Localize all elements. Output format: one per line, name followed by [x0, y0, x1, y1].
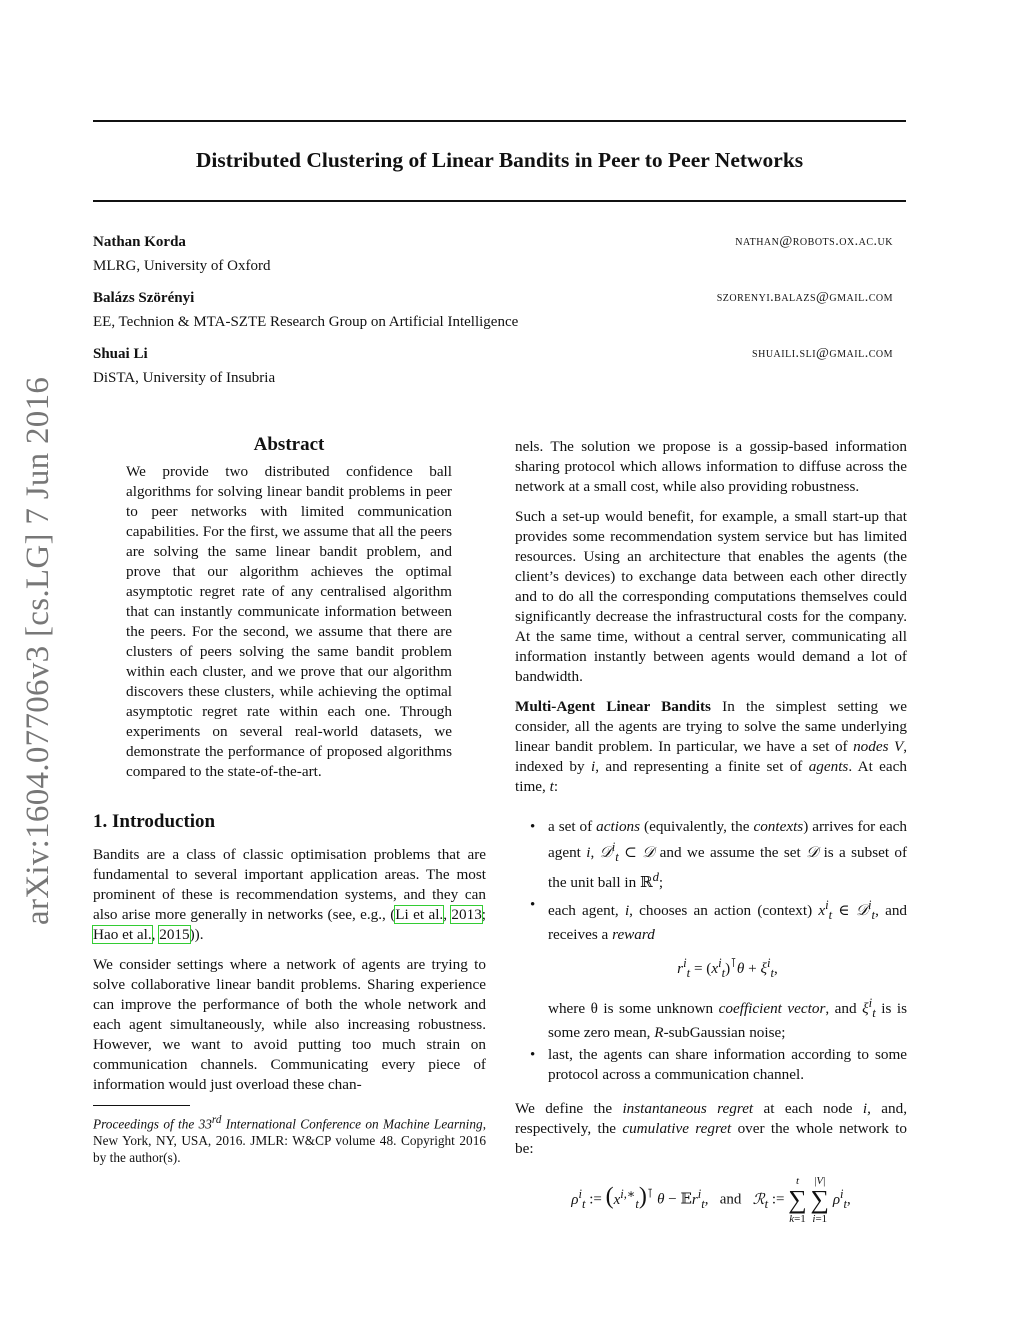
arxiv-identifier: arXiv:1604.07706v3 [cs.LG] 7 Jun 2016 — [20, 376, 56, 925]
text: International Conference on Machine Learning — [225, 1116, 483, 1132]
list-item: • a set of actions (equivalently, the contexts) arrives for each agent i, 𝒟$^i_t$ ⊂ 𝒟 and we assume the set 𝒟 is a subset of the unit ball in ℝ$^d$; — [548, 817, 907, 893]
text: . At each time, — [515, 758, 907, 795]
regret-equation: $\rho^i_t$ := $(x^{i,∗}_t)^⊺$ θ − 𝔼r$^i_t$, and ℛ$_t$ := t ∑ k=1 |V| ∑ i=1 $\rho^i_t$, — [571, 1175, 851, 1226]
abstract — [93, 435, 486, 782]
title-rule-top — [93, 120, 906, 122]
text: ) arrives for each agent — [548, 818, 908, 862]
text: , chooses an action (context) — [629, 902, 813, 920]
text: and — [719, 1191, 742, 1208]
title-rule-bottom — [93, 200, 906, 202]
text: a set of — [548, 818, 593, 835]
author-affiliation: DiSTA, University of Insubria — [93, 370, 276, 386]
abstract-text: We provide two distributed confidence ball algorithms for solving linear bandit problems in peer to peer networks with limited communication capabilities. For the first, we assume that all the peers are solving the same linear bandit problem, and prove that our algorithm achieves the optimal asymptotic regret rate of any centralised algorithm that can instantly communicate information between the peers. For the second, we assume that there are clusters of peers solving the same bandit problem within each cluster, and we prove that our algorithm discovers these clusters, while achieving the optimal asymptotic regret rate within each one. Through experiments on several real-world datasets, we demonstrate the performance of proposed algorithms compared to the state-of-the-art. — [126, 463, 453, 780]
footnote-rule — [93, 1105, 190, 1106]
text: reward — [612, 926, 655, 944]
paper-title: Distributed Clustering of Linear Bandits in Peer to Peer Networks — [195, 148, 804, 172]
paragraph: We consider settings where a network of agents are trying to solve collaborative linear bandit problems. Sharing experience can improve the performance of both the whole network and each agent simultaneously, while also increasing robustness. However, we want to avoid putting too much strain on communication channels. Communicating every piece of information would just overload these chan- — [93, 956, 486, 1093]
author-block — [93, 346, 893, 387]
paragraph: Such a set-up would benefit, for example, a small start-up that provides some recommendation system service but has limited resources. Using an architecture that enables the agents (the client’s devices) to exchange data between each other directly and to do all the corresponding computations themselves could significantly decrease the infrastructural costs for the company. At the same time, without a central server, communicating all information instantly between agents would demand a lot of bandwidth. — [515, 508, 907, 685]
citation-link[interactable]: 2013 — [451, 906, 482, 923]
text: actions — [596, 818, 641, 835]
text: 33 — [198, 1116, 212, 1132]
paragraph: We define the instantaneous regret at each node i, and, respectively, the cumulative regret over the whole network to be: — [515, 1100, 908, 1158]
right-column — [515, 437, 907, 1235]
paragraph-heading: Multi-Agent Linear Bandits — [515, 698, 711, 715]
text: (equivalently, the — [644, 818, 750, 835]
text: and receives a — [548, 902, 908, 944]
author-name: Balázs Szörényi — [93, 290, 195, 306]
list-item: • each agent, i, chooses an action (context) $x^i_t$ ∈ 𝒟$^i_t$, and receives a reward $r^i_t = (x^i_t)^⊺\theta + \xi^i_t$, where θ is some unknown coefficient vector, and $\xi^i_t$ is is some zero mean, R-subGaussian noise; — [548, 895, 907, 1043]
text: agents — [808, 758, 849, 775]
author-email[interactable]: szorenyi.balazs@gmail.com — [716, 290, 893, 305]
text: -subGaussian noise; — [663, 1024, 786, 1042]
author-block — [93, 234, 893, 275]
citation-link[interactable]: Li et al. — [395, 906, 444, 923]
text: , New York, NY, USA, 2016. JMLR: W&CP volume 48. Copyright 2016 by the author(s). — [93, 1116, 487, 1166]
text: In the simplest setting we consider, all the agents are trying to solve the same underlying linear bandit problem. In particular, we have a set of — [515, 698, 907, 755]
text: and we assume the set — [659, 844, 801, 862]
text: instantaneous regret — [622, 1100, 754, 1118]
abstract-heading: Abstract — [253, 434, 325, 455]
author-email[interactable]: nathan@robots.ox.ac.uk — [735, 234, 893, 249]
text: , and — [825, 1000, 857, 1018]
author-affiliation: MLRG, University of Oxford — [93, 258, 271, 274]
text: , indexed by — [515, 738, 908, 775]
text: , and representing a finite set of — [595, 758, 803, 775]
author-name: Nathan Korda — [93, 234, 186, 250]
author-name: Shuai Li — [93, 346, 148, 362]
text: cumulative regret — [622, 1120, 732, 1138]
section-heading: 1. Introduction — [93, 811, 216, 832]
text: Bandits are a class of classic optimisation problems that are fundamental to several important application areas. The most prominent of these is recommendation systems, and they can also arise more generally in networks (see, e.g., — [93, 846, 486, 923]
text: each agent, — [548, 902, 619, 920]
author-email[interactable]: shuaili.sli@gmail.com — [752, 346, 893, 361]
text: over the whole network to be: — [515, 1120, 907, 1158]
author-affiliation: EE, Technion & MTA-SZTE Research Group on Artificial Intelligence — [93, 314, 519, 330]
text: is some zero mean, — [548, 1000, 908, 1042]
text: , and, respectively, the — [515, 1100, 908, 1138]
list-item: • last, the agents can share information according to some protocol across a communication channel. — [548, 1045, 907, 1085]
paragraph: Bandits are a class of classic optimisation problems that are fundamental to several important application areas. The most prominent of these is recommendation systems, and they can also arise more generally in networks (see, e.g., (Li et al., 2013; Hao et al., 2015)). — [93, 846, 487, 943]
text: where θ is some unknown — [548, 1000, 714, 1018]
reward-equation: $r^i_t = (x^i_t)^⊺\theta + \xi^i_t$, — [677, 956, 778, 981]
paragraph: nels. The solution we propose is a gossip-based information sharing protocol which allows information to diffuse across the network at a small cost, while also providing robustness. — [515, 438, 907, 495]
text: rd — [211, 1114, 222, 1126]
text: We define the — [515, 1100, 613, 1118]
footnote — [93, 1112, 486, 1166]
text: is a subset of the unit ball in — [548, 844, 908, 892]
text: coefficient vector — [718, 1000, 826, 1018]
text: at each node — [763, 1100, 853, 1118]
text: Proceedings of the — [93, 1116, 195, 1132]
text: nodes — [853, 738, 889, 755]
citation-link[interactable]: Hao et al. — [93, 926, 152, 943]
left-column — [93, 435, 486, 1176]
author-block — [93, 290, 893, 331]
paragraph: Multi-Agent Linear Bandits In the simplest setting we consider, all the agents are trying to solve the same underlying linear bandit problem. In particular, we have a set of nodes V, indexed by i, and representing a finite set of agents. At each time, t: — [515, 698, 908, 795]
citation-link[interactable]: 2015 — [159, 926, 190, 943]
text: contexts — [753, 818, 804, 835]
bullet-list — [548, 817, 907, 1085]
